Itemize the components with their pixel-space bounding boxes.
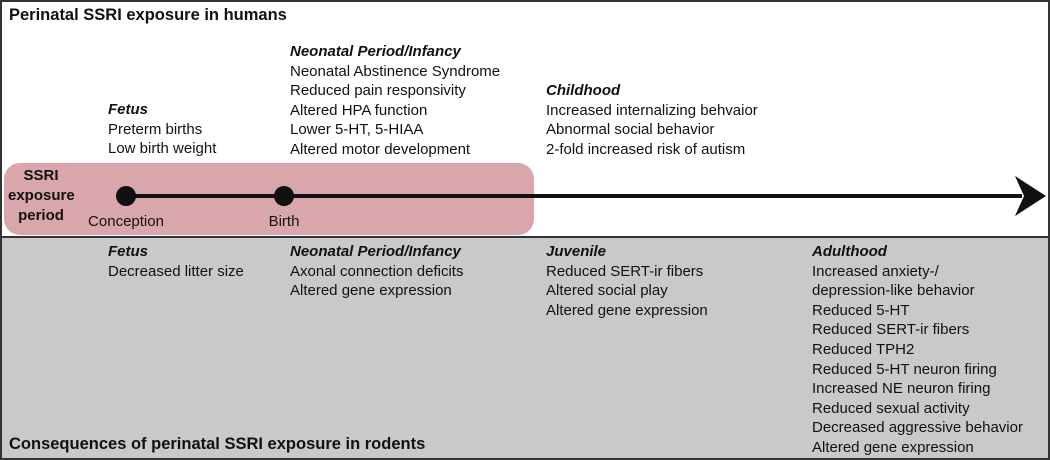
conception-label: Conception (88, 213, 164, 230)
item: Lower 5-HT, 5-HIAA (290, 121, 424, 139)
item: Increased NE neuron firing (812, 380, 991, 398)
item: Preterm births (108, 120, 203, 138)
label-line: exposure (8, 187, 75, 204)
item: Reduced SERT-ir fibers (812, 321, 970, 339)
item: Reduced SERT-ir fibers (546, 262, 704, 280)
rodent-adulthood (812, 242, 1023, 458)
item: Decreased litter size (108, 262, 244, 280)
birth-label: Birth (268, 213, 300, 230)
item: 2-fold increased risk of autism (546, 140, 746, 158)
item: Decreased aggressive behavior (812, 419, 1023, 437)
heading: Neonatal Period/Infancy (290, 43, 461, 60)
item: Altered social play (546, 282, 668, 300)
heading: Neonatal Period/Infancy (290, 243, 461, 260)
rodent-panel-title: Consequences of perinatal SSRI exposure in rodents (9, 435, 426, 453)
item: Neonatal Abstinence Syndrome (290, 62, 501, 80)
item: Altered motor development (290, 140, 471, 158)
heading: Childhood (546, 82, 621, 99)
item: depression-like behavior (812, 282, 975, 300)
heading: Adulthood (812, 243, 887, 260)
item: Altered gene expression (812, 438, 974, 456)
human-panel-title: Perinatal SSRI exposure in humans (9, 6, 287, 24)
heading: Fetus (108, 243, 149, 260)
item: Increased internalizing behvaior (546, 101, 758, 119)
rodent-fetus (108, 242, 244, 281)
birth-dot (274, 186, 294, 206)
label-line: period (18, 207, 64, 224)
item: Reduced TPH2 (812, 340, 915, 358)
heading: Fetus (108, 101, 149, 118)
rodent-juvenile (546, 242, 708, 320)
rodent-neonatal (290, 242, 463, 301)
item: Axonal connection deficits (290, 262, 464, 280)
item: Altered HPA function (290, 101, 428, 119)
item: Altered gene expression (290, 282, 452, 300)
label-line: SSRI (23, 167, 59, 184)
item: Increased anxiety-/ (812, 262, 939, 280)
item: Low birth weight (108, 140, 217, 158)
item: Altered gene expression (546, 301, 708, 319)
item: Abnormal social behavior (546, 121, 715, 139)
heading: Juvenile (546, 243, 607, 260)
item: Reduced 5-HT (812, 301, 910, 319)
item: Reduced 5-HT neuron firing (812, 360, 997, 378)
item: Reduced pain responsivity (290, 82, 466, 100)
conception-dot (116, 186, 136, 206)
item: Reduced sexual activity (812, 399, 970, 417)
